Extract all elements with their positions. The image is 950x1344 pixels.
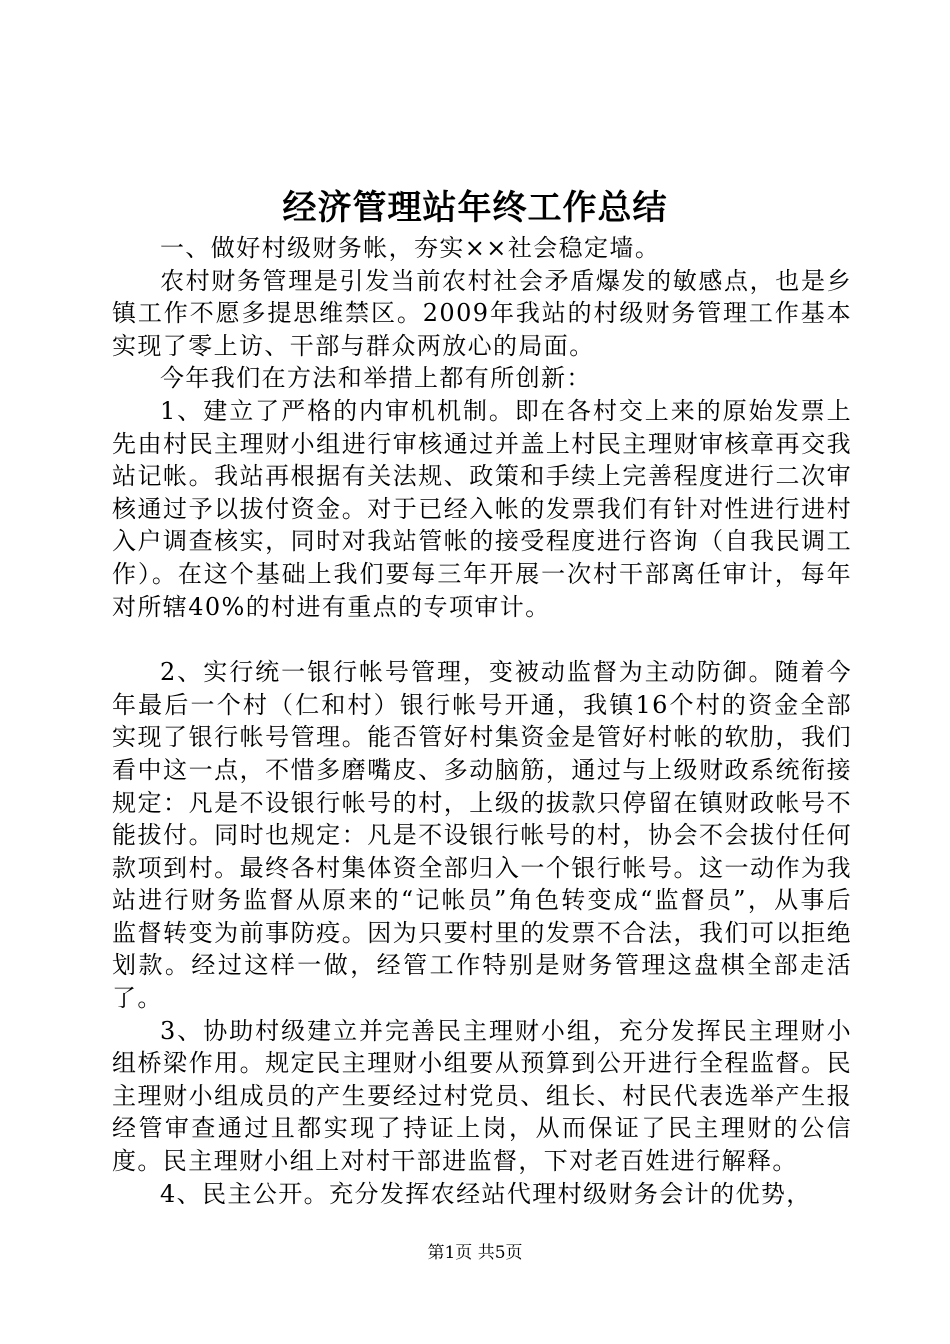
paragraph-item-3: 3、协助村级建立并完善民主理财小组，充分发挥民主理财小组桥梁作用。规定民主理财小组要从预算到公开进行全程监督。民主理财小组成员的产生要经过村党员、组长、村民代表选举产生报经管审查通过且都实现了持证上岗，从而保证了民主理财的公信度。民主理财小组上对村干部进监督，下对老百姓进行解释。 xyxy=(112,1016,852,1176)
document-body xyxy=(112,232,852,1210)
paragraph-item-1: 1、建立了严格的内审机机制。即在各村交上来的原始发票上先由村民主理财小组进行审核通过并盖上村民主理财审核章再交我站记帐。我站再根据有关法规、政策和手续上完善程度进行二次审核通过予以拔付资金。对于已经入帐的发票我们有针对性进行进村入户调查核实，同时对我站管帐的接受程度进行咨询（自我民调工作）。在这个基础上我们要每三年开展一次村干部离任审计，每年对所辖40%的村进有重点的专项审计。 xyxy=(112,396,852,621)
page-number-footer: 第1页 共5页 xyxy=(427,1243,523,1263)
paragraph-item-2: 2、实行统一银行帐号管理，变被动监督为主动防御。随着今年最后一个村（仁和村）银行帐号开通，我镇16个村的资金全部实现了银行帐号管理。能否管好村集资金是管好村帐的软肋，我们看中这一点，不惜多磨嘴皮、多动脑筋，通过与上级财政系统衔接规定：凡是不设银行帐号的村，上级的拔款只停留在镇财政帐号不能拔付。同时也规定：凡是不设银行帐号的村，协会不会拔付任何款项到村。最终各村集体资全部归入一个银行帐号。这一动作为我站进行财务监督从原来的“记帐员”角色转变成“监督员”，从事后监督转变为前事防疫。因为只要村里的发票不合法，我们可以拒绝划款。经过这样一做，经管工作特别是财务管理这盘棋全部走活了。 xyxy=(112,658,852,1013)
paragraph-item-4: 4、民主公开。充分发挥农经站代理村级财务会计的优势， xyxy=(160,1179,812,1208)
paragraph-intro: 农村财务管理是引发当前农村社会矛盾爆发的敏感点，也是乡镇工作不愿多提思维禁区。2009年我站的村级财务管理工作基本实现了零上访、干部与群众两放心的局面。 xyxy=(112,266,852,360)
document-title: 经济管理站年终工作总结 xyxy=(282,188,668,228)
paragraph-innovation-lead: 今年我们在方法和举措上都有所创新： xyxy=(160,364,592,393)
paragraph-section-heading: 一、做好村级财务帐，夯实××社会稳定墙。 xyxy=(160,234,661,262)
